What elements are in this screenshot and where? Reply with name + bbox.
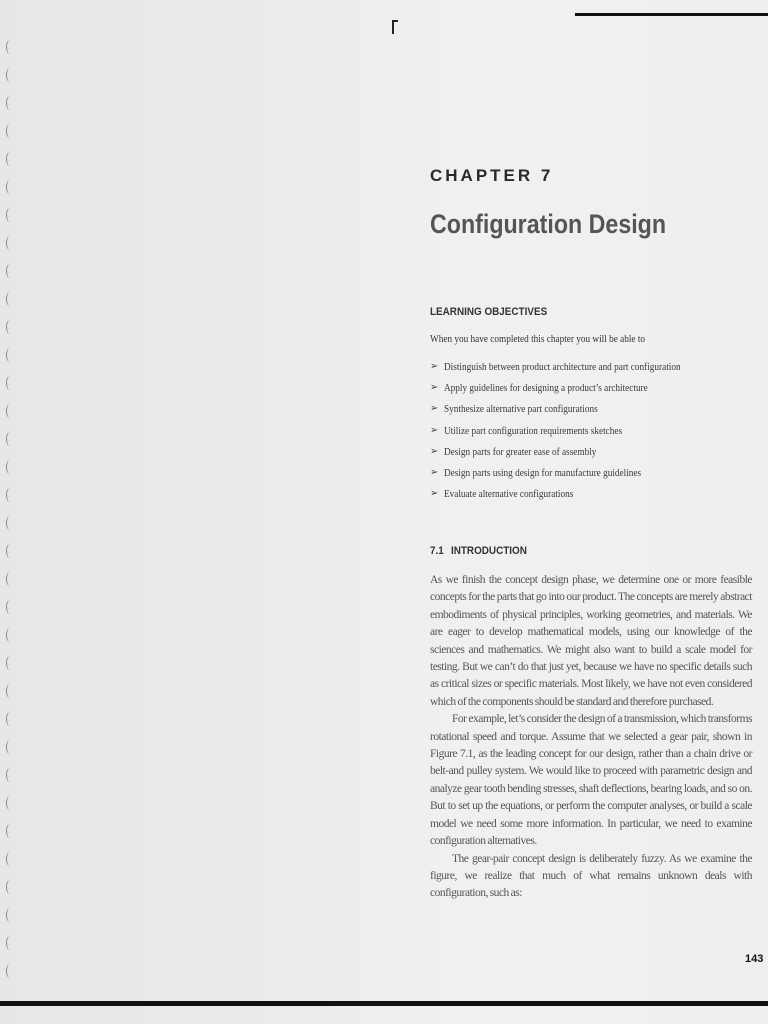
page-number: 143 bbox=[745, 953, 764, 965]
bottom-edge-rule bbox=[0, 1001, 768, 1006]
binding-hole bbox=[6, 880, 14, 894]
body-text bbox=[430, 572, 752, 903]
binding-hole bbox=[6, 824, 14, 838]
binding-hole bbox=[6, 488, 14, 502]
binding-hole bbox=[6, 264, 14, 278]
crop-mark bbox=[392, 20, 394, 34]
paragraph: For example, let’s consider the design of a transmission, which transforms rotational speed and torque. Assume that we selected a gear pair, shown in Figure 7.1, as the leading concept for our design, rather than a chain drive or belt-and pulley system. We would like to proceed with parametric design and analyze gear tooth bending stresses, shaft deflections, bearing loads, and so on. But to set up the equations, or perform the computer analyses, or build a scale model we need some more information. In particular, we need to examine configuration alternatives. bbox=[430, 713, 752, 848]
paragraph: The gear-pair concept design is deliberately fuzzy. As we examine the figure, we realize that much of what remains unknown deals with configuration, such as: bbox=[430, 852, 752, 900]
list-item bbox=[430, 361, 726, 382]
binding-hole bbox=[6, 460, 14, 474]
binding-hole bbox=[6, 40, 14, 54]
binding-hole bbox=[6, 964, 14, 978]
chevron-right-icon: ➢ bbox=[430, 445, 439, 457]
list-item-text: Apply guidelines for designing a product’s architecture bbox=[444, 382, 648, 395]
binding-hole bbox=[6, 740, 14, 754]
binding-hole bbox=[6, 320, 14, 334]
binding-hole bbox=[6, 236, 14, 250]
chevron-right-icon: ➢ bbox=[430, 361, 439, 372]
binding-hole bbox=[6, 656, 14, 670]
binding-hole bbox=[6, 936, 14, 950]
chevron-right-icon: ➢ bbox=[430, 424, 439, 436]
learning-objectives-intro: When you have completed this chapter you will be able to bbox=[430, 333, 646, 345]
list-item bbox=[430, 403, 726, 424]
binding-hole bbox=[6, 516, 14, 530]
list-item-text: Synthesize alternative part configurations bbox=[444, 403, 598, 416]
list-item bbox=[430, 425, 726, 446]
binding-hole bbox=[6, 124, 14, 138]
binding-hole bbox=[6, 852, 14, 866]
list-item-text: Distinguish between product architecture and part configuration bbox=[444, 361, 681, 373]
binding-hole bbox=[6, 376, 14, 390]
binding-hole bbox=[6, 348, 14, 362]
section-title: INTRODUCTION bbox=[450, 545, 527, 557]
binding-hole bbox=[6, 684, 14, 698]
list-item bbox=[430, 488, 726, 509]
binding-hole bbox=[6, 292, 14, 306]
binding-hole bbox=[6, 768, 14, 782]
binding-hole bbox=[6, 68, 14, 82]
binding-hole bbox=[6, 628, 14, 642]
list-item-text: Design parts using design for manufacture guidelines bbox=[444, 466, 642, 479]
top-edge-rule bbox=[575, 13, 768, 16]
learning-objectives-heading: LEARNING OBJECTIVES bbox=[430, 306, 548, 318]
list-item-text: Evaluate alternative configurations bbox=[444, 488, 574, 501]
binding-hole bbox=[6, 712, 14, 726]
binding-holes bbox=[2, 30, 18, 1010]
binding-hole bbox=[6, 152, 14, 166]
binding-hole bbox=[6, 96, 14, 110]
binding-hole bbox=[6, 572, 14, 586]
chevron-right-icon: ➢ bbox=[430, 403, 439, 415]
binding-hole bbox=[6, 796, 14, 810]
chapter-title: Configuration Design bbox=[430, 209, 667, 239]
binding-hole bbox=[6, 180, 14, 194]
paragraph: As we finish the concept design phase, we determine one or more feasible concepts for the parts that go into our product. The concepts are merely abstract embodiments of physical principles, working geometries, and materials. We are eager to develop mathematical models, using our knowledge of the sciences and mathematics. We might also want to build a scale model for testing. But we can’t do that just yet, because we have no specific details such as critical sizes or specific materials. Most likely, we have not even considered which of the components should be standard and therefore purchased. bbox=[430, 574, 752, 708]
list-item bbox=[430, 467, 726, 488]
learning-objectives-list bbox=[430, 361, 726, 509]
list-item-text: Design parts for greater ease of assembly bbox=[444, 445, 597, 458]
chevron-right-icon: ➢ bbox=[430, 382, 439, 394]
chevron-right-icon: ➢ bbox=[430, 466, 439, 478]
binding-hole bbox=[6, 908, 14, 922]
binding-hole bbox=[6, 404, 14, 418]
binding-hole bbox=[6, 208, 14, 222]
chevron-right-icon: ➢ bbox=[430, 488, 439, 500]
chapter-label: CHAPTER 7 bbox=[430, 166, 554, 185]
section-number: 7.1 bbox=[430, 545, 444, 557]
binding-hole bbox=[6, 432, 14, 446]
binding-hole bbox=[6, 544, 14, 558]
list-item bbox=[430, 382, 726, 403]
list-item-text: Utilize part configuration requirements sketches bbox=[444, 424, 623, 437]
list-item bbox=[430, 446, 726, 467]
binding-hole bbox=[6, 600, 14, 614]
section-heading bbox=[430, 545, 527, 557]
